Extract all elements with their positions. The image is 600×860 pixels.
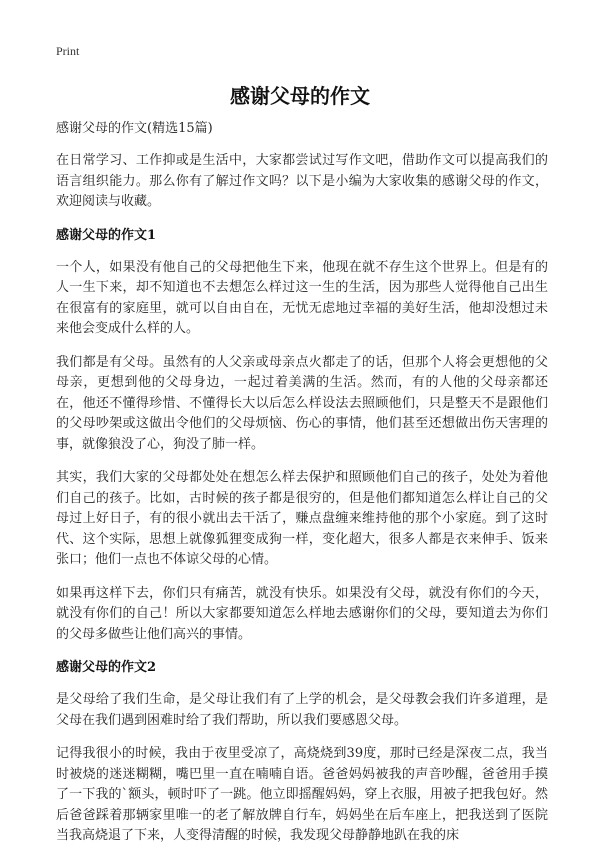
section-1-paragraph-3: 其实，我们大家的父母都处处在想怎么样去保护和照顾他们自己的孩子，处处为着他们自己的孩子。比如，古时候的孩子都是很穷的，但是他们都知道怎么样让自己的父母过上好日子，有的很小就出去干活了，赚点盘缠来维持他的那个小家庭。到了这时代、这个实际，思想上就像狐狸变成狗一样，变化超大，很多人都是衣来伸手、饭来张口；他们一点也不体谅父母的心情。 bbox=[56, 470, 548, 567]
section-2-paragraph-2: 记得我很小的时候，我由于夜里受凉了，高烧烧到39度，那时已经是深夜二点，我当时被烧的迷迷糊糊，嘴巴里一直在喃喃自语。爸爸妈妈被我的声音吵醒，爸爸用手摸了一下我的`额头，顿时吓了一跳。他立即摇醒妈妈，穿上衣服，用被子把我包好。然后爸爸踩着那辆家里唯一的老了解放牌自行车，妈妈坐在后车座上，把我送到了医院当我高烧退了下来，人变得清醒的时候，我发现父母静静地趴在我的床 bbox=[56, 746, 548, 843]
section-heading-2: 感谢父母的作文2 bbox=[56, 660, 157, 675]
page-title: 感谢父母的作文 bbox=[230, 84, 370, 108]
print-link[interactable]: Print bbox=[56, 44, 80, 58]
document-body bbox=[56, 119, 548, 860]
section-1-paragraph-2: 我们都是有父母。虽然有的人父亲或母亲点火都走了的话，但那个人将会更想他的父母亲，更想到他的父母身边，一起过着美满的生活。然而，有的人他的父母亲都还在，他还不懂得珍惜、不懂得长大以后怎么样设法去照顾他们，只是整天不是跟他们的父母吵架或这做出令他们的父母烦恼、伤心的事情，他们甚至还想做出伤天害理的事，就像狼没了心，狗没了肺一样。 bbox=[56, 354, 548, 452]
section-1-paragraph-4: 如果再这样下去，你们只有痛苦，就没有快乐。如果没有父母，就没有你们的今天，就没有你们的自己！所以大家都要知道怎么样地去感谢你们的父母，要知道去为你们的父母多做些让他们高兴的事情。 bbox=[56, 585, 548, 642]
intro-paragraph: 在日常学习、工作抑或是生活中，大家都尝试过写作文吧，借助作文可以提高我们的语言组织能力。那么你有了解过作文吗？以下是小编为大家收集的感谢父母的作文，欢迎阅读与收藏。 bbox=[56, 153, 548, 209]
section-2-paragraph-1: 是父母给了我们生命，是父母让我们有了上学的机会，是父母教会我们许多道理，是父母在我们遇到困难时给了我们帮助，所以我们要感恩父母。 bbox=[56, 692, 548, 728]
section-1-paragraph-1: 一个人，如果没有他自己的父母把他生下来，他现在就不存生这个世界上。但是有的人一生下来，却不知道也不去想怎么样过这一生的生活，因为那些人觉得他自己出生在很富有的家庭里，就可以自由自在，无忧无虑地过幸福的美好生活，他却没想过未来他会变成什么样的人。 bbox=[56, 259, 548, 336]
document-subtitle: 感谢父母的作文(精选15篇) bbox=[56, 121, 213, 136]
section-heading-1: 感谢父母的作文1 bbox=[56, 227, 157, 243]
